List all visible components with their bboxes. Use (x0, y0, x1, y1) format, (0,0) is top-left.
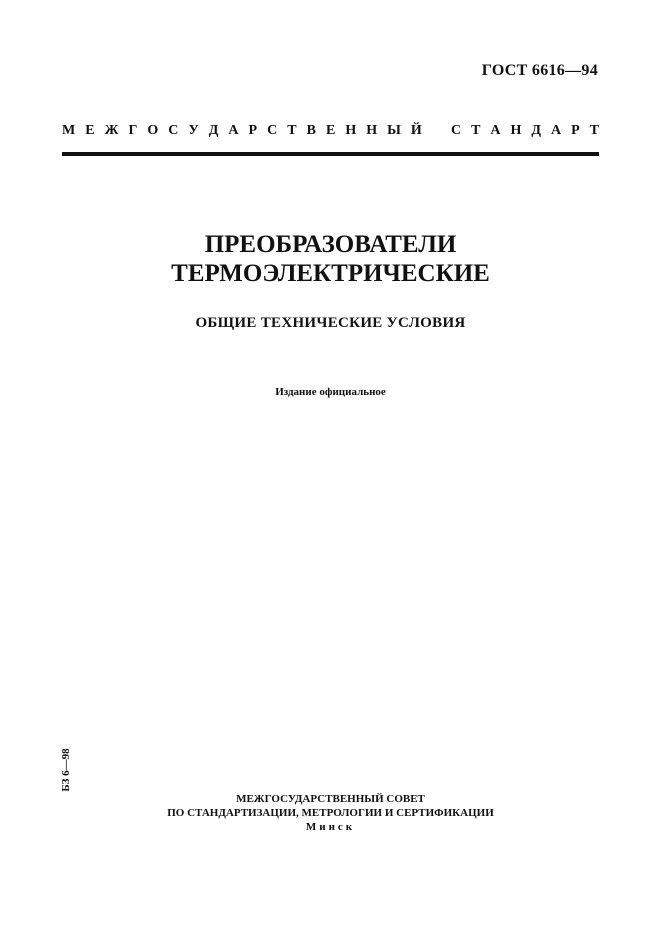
title-line: ПРЕОБРАЗОВАТЕЛИ (204, 231, 457, 258)
banner-letter: Т (471, 123, 481, 138)
banner-letter: М (62, 123, 76, 138)
banner-word-standard (451, 123, 599, 139)
banner-letter: Й (410, 123, 422, 138)
document-title (0, 230, 661, 288)
publisher-line: ПО СТАНДАРТИЗАЦИИ, МЕТРОЛОГИИ И СЕРТИФИКАЦИИ (167, 807, 494, 819)
banner-letter: Ж (104, 123, 119, 138)
banner-letter: Н (366, 123, 378, 138)
banner-letter: А (228, 123, 239, 138)
banner-word-interstate (62, 123, 422, 139)
publisher-line: МЕЖГОСУДАРСТВЕННЫЙ СОВЕТ (236, 793, 425, 805)
standard-designation: ГОСТ 6616—94 (481, 62, 598, 79)
banner-letter: Д (208, 123, 219, 138)
header-divider (62, 152, 599, 156)
banner-letter: О (147, 123, 159, 138)
banner-letter: Н (510, 123, 522, 138)
side-mark (58, 745, 74, 795)
banner-letter: С (451, 123, 462, 138)
document-subtitle: ОБЩИЕ ТЕХНИЧЕСКИЕ УСЛОВИЯ (195, 315, 466, 331)
edition-note: Издание официальное (275, 386, 386, 398)
standard-type-banner (62, 123, 599, 139)
banner-letter: Р (248, 123, 258, 138)
banner-letter: Т (287, 123, 297, 138)
banner-letter: У (188, 123, 199, 138)
banner-letter: Е (85, 123, 95, 138)
banner-letter: С (168, 123, 179, 138)
side-mark-text: БЗ 6—98 (60, 748, 72, 792)
banner-letter: Е (325, 123, 336, 138)
banner-letter: Г (128, 123, 138, 138)
banner-letter: Н (345, 123, 357, 138)
banner-letter: В (306, 123, 316, 138)
banner-letter: Ы (387, 123, 401, 138)
banner-letter: Д (531, 123, 541, 138)
banner-letter: Р (571, 123, 580, 138)
publisher-block (0, 792, 661, 834)
banner-letter: Т (589, 123, 599, 138)
title-line: ТЕРМОЭЛЕКТРИЧЕСКИЕ (171, 260, 490, 287)
banner-letter: С (267, 123, 278, 138)
banner-letter: А (490, 123, 501, 138)
publisher-city: Минск (305, 821, 356, 833)
banner-letter: А (550, 123, 562, 138)
